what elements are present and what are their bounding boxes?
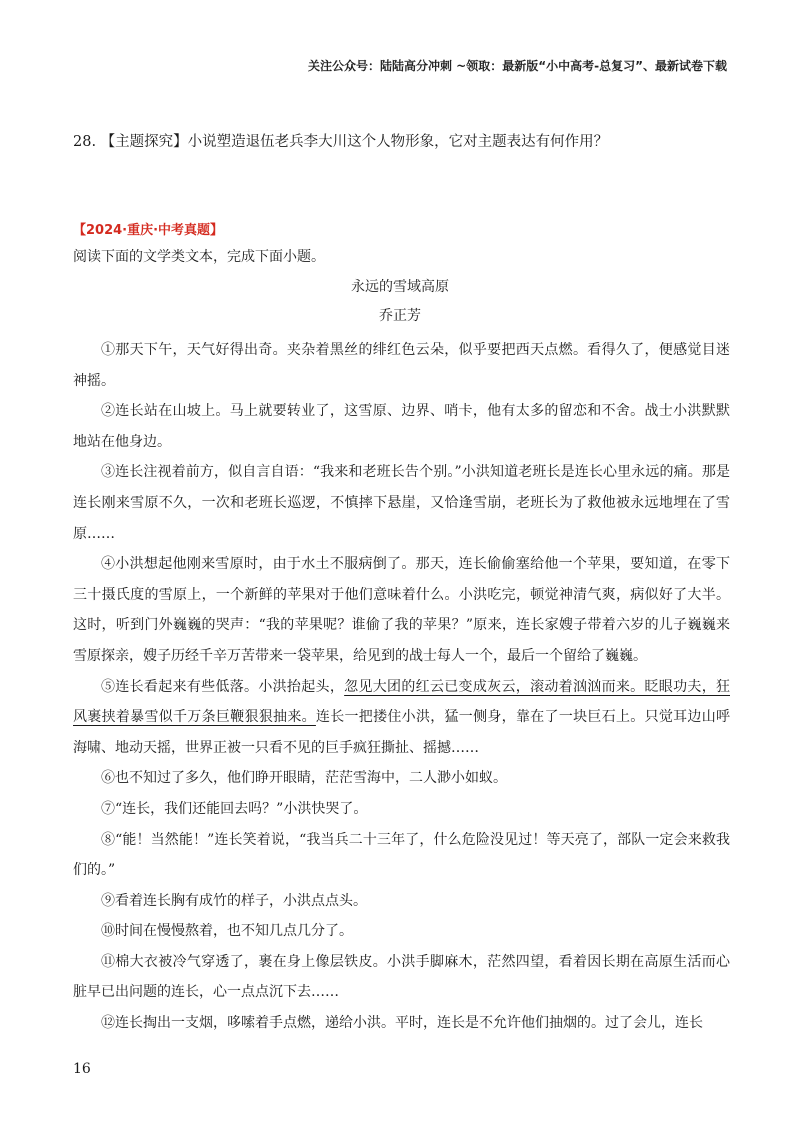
question-number: 28. <box>73 134 97 150</box>
article-author: 乔正芳 <box>379 308 421 324</box>
question-28 <box>73 130 608 151</box>
paragraph-4: ④小洪想起他刚来雪原时，由于水土不服病倒了。那天，连长偷偷塞给他一个苹果，要知道，在零下三十摄氏度的雪原上，一个新鲜的苹果对于他们意味着什么。小洪吃完，顿觉神清气爽，病似好了大半。这时，听到门外巍巍的哭声：“我的苹果呢？谁偷了我的苹果？”原来，连长家嫂子带着六岁的儿子巍巍来雪原探亲，嫂子历经千辛万苦带来一袋苹果，给见到的战士每人一个，最后一个留给了巍巍。 <box>73 556 730 664</box>
paragraph-3: ③连长注视着前方，似自言自语：“我来和老班长告个别。”小洪知道老班长是连长心里永远的痛。那是连长刚来雪原不久，一次和老班长巡逻，不慎摔下悬崖，又恰逢雪崩，老班长为了救他被永远地埋在了雪原…… <box>73 464 730 542</box>
page-header-banner: 关注公众号：陆陆高分冲刺 ~领取：最新版“小中高考-总复习”、最新试卷下载 <box>308 59 727 73</box>
paragraph-1: ①那天下午，天气好得出奇。夹杂着黑丝的绯红色云朵，似乎要把西天点燃。看得久了，便感觉目迷神摇。 <box>73 342 730 389</box>
reading-instruction: 阅读下面的文学类文本，完成下面小题。 <box>73 249 325 265</box>
paragraph-9: ⑨看着连长胸有成竹的样子，小洪点点头。 <box>101 892 367 909</box>
source-tag: 【2024·重庆·中考真题】 <box>73 223 224 238</box>
paragraph-10: ⑩时间在慢慢熬着，也不知几点几分了。 <box>101 923 353 940</box>
underlined-sentence: 忽见大团的红云已变成灰云，滚动着汹汹而来。眨眼功夫，狂风裹挟着暴雪似千万条巨鞭狠狠抽来。 <box>73 678 730 726</box>
paragraph-5 <box>73 672 730 764</box>
article-body <box>73 335 730 1039</box>
question-text: 【主题探究】小说塑造退伍老兵李大川这个人物形象，它对主题表达有何作用？ <box>100 134 609 150</box>
paragraph-6: ⑥也不知过了多久，他们睁开眼睛，茫茫雪海中，二人渺小如蚁。 <box>101 770 507 787</box>
paragraph-5-rest: 连长一把搂住小洪，猛一侧身，靠在了一块巨石上。只觉耳边山呼海啸、地动天摇，世界正被一只看不见的巨手疯狂撕扯、摇撼…… <box>73 709 731 756</box>
paragraph-7: ⑦“连长，我们还能回去吗？”小洪快哭了。 <box>101 800 368 817</box>
paragraph-2: ②连长站在山坡上。马上就要转业了，这雪原、边界、哨卡，他有太多的留恋和不舍。战士小洪默默地站在他身边。 <box>73 403 730 450</box>
paragraph-8: ⑧“能！当然能！”连长笑着说，“我当兵二十三年了，什么危险没见过！等天亮了，部队一定会来救我们的。” <box>73 831 730 879</box>
page-number: 16 <box>73 1061 91 1077</box>
paragraph-5-lead: ⑤连长看起来有些低落。小洪抬起头， <box>101 678 345 695</box>
paragraph-11: ⑪棉大衣被冷气穿透了，裹在身上像层铁皮。小洪手脚麻木，茫然四望，看着因长期在高原生活而心脏早已出问题的连长，心一点点沉下去…… <box>73 953 730 1001</box>
paragraph-12: ⑫连长掏出一支烟，哆嗦着手点燃，递给小洪。平时，连长是不允许他们抽烟的。过了会儿，连长 <box>101 1015 703 1032</box>
article-title: 永远的雪域高原 <box>351 279 449 295</box>
